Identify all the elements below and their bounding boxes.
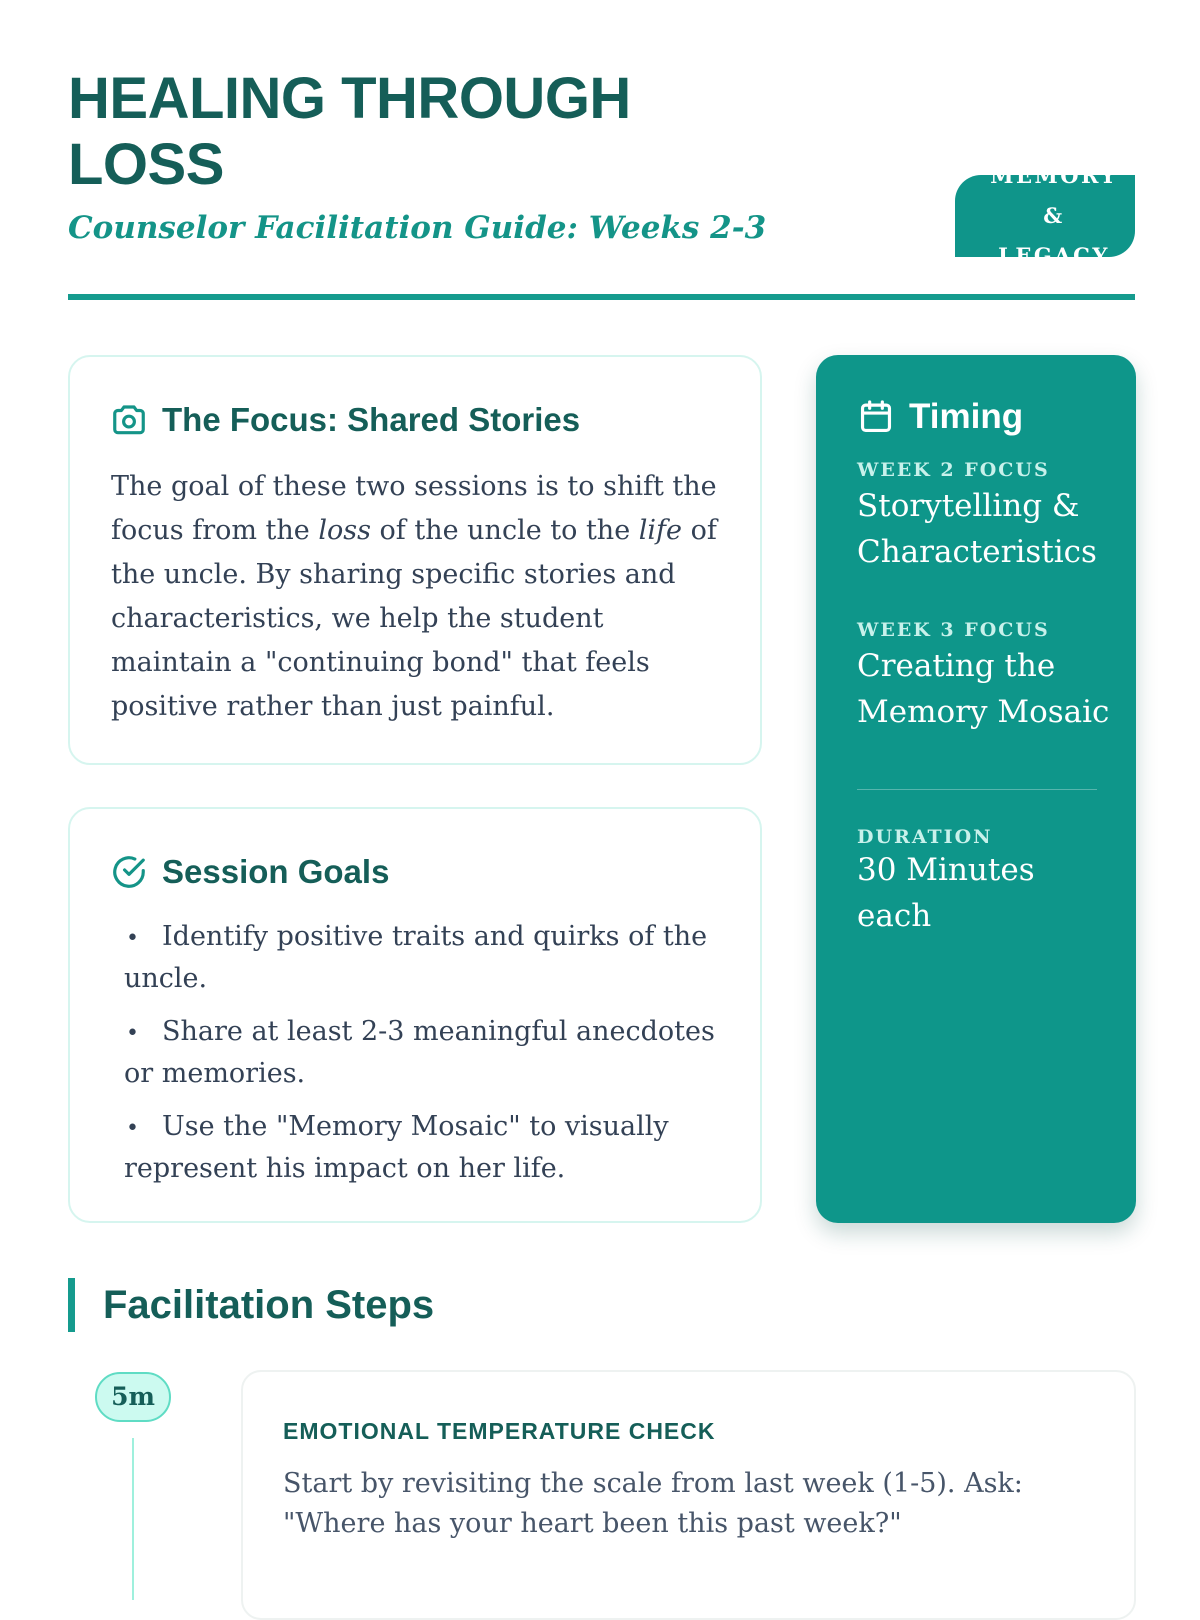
- timing-divider: [857, 789, 1097, 790]
- step-title: EMOTIONAL TEMPERATURE CHECK: [283, 1418, 716, 1444]
- page-title: HEALING THROUGH LOSS: [68, 66, 631, 197]
- focus-emphasis-loss: loss: [318, 515, 371, 546]
- goal-text: Share at least 2-3 meaningful anecdotes or memories.: [124, 1016, 715, 1089]
- badge-line-2: LEGACY: [998, 243, 1110, 268]
- goal-text: Use the "Memory Mosaic" to visually represent his impact on her life.: [124, 1111, 669, 1184]
- week-3-label: WEEK 3 FOCUS: [857, 619, 1050, 641]
- focus-description: [111, 465, 721, 729]
- camera-icon: [110, 401, 148, 439]
- duration-label: DURATION: [857, 826, 993, 848]
- check-circle-icon: [110, 853, 148, 891]
- calendar-icon: [857, 398, 895, 436]
- session-goals-card: [68, 807, 762, 1223]
- timing-title-text: Timing: [909, 397, 1024, 436]
- focus-card: [68, 355, 762, 765]
- goal-text: Identify positive traits and quirks of the uncle.: [124, 921, 708, 994]
- focus-title-text: The Focus: Shared Stories: [162, 401, 581, 438]
- list-item: • Share at least 2-3 meaningful anecdotes or memories.: [124, 1016, 715, 1089]
- step-body: Start by revisiting the scale from last week (1-5). Ask: "Where has your heart been this past week?": [283, 1468, 1023, 1539]
- week-2-label: WEEK 2 FOCUS: [857, 459, 1050, 481]
- list-item: • Use the "Memory Mosaic" to visually represent his impact on her life.: [124, 1111, 669, 1184]
- page-subtitle: Counselor Facilitation Guide: Weeks 2-3: [68, 210, 767, 246]
- facilitation-steps-heading: Facilitation Steps: [68, 1278, 434, 1332]
- badge-line-1: MEMORY &: [990, 163, 1118, 228]
- focus-emphasis-life: life: [638, 515, 683, 546]
- memory-legacy-badge: [955, 163, 1135, 268]
- week-2-value: Storytelling & Characteristics: [857, 488, 1097, 570]
- goals-card-title: [110, 853, 389, 891]
- header-divider: [68, 294, 1135, 300]
- list-item: • Identify positive traits and quirks of the uncle.: [124, 921, 708, 994]
- week-3-value: Creating the Memory Mosaic: [857, 648, 1110, 730]
- goals-title-text: Session Goals: [162, 853, 390, 890]
- focus-text-part: of the uncle. By sharing specific stories and characteristics, we help the student maintain a "continuing bond" that feels positive rather than just painful.: [111, 515, 717, 722]
- goals-list: [124, 917, 724, 1202]
- timing-panel: [816, 355, 1136, 1223]
- focus-card-title: [110, 401, 580, 439]
- focus-text-part: of the uncle to the: [370, 515, 639, 546]
- timing-title: [857, 397, 1023, 437]
- focus-text-part: The goal of these two sessions is to shift the focus from the: [111, 471, 717, 546]
- timeline-line: [132, 1438, 134, 1600]
- step-card: [241, 1370, 1136, 1620]
- duration-value: 30 Minutes each: [857, 852, 1035, 934]
- step-time-badge: 5m: [95, 1372, 171, 1422]
